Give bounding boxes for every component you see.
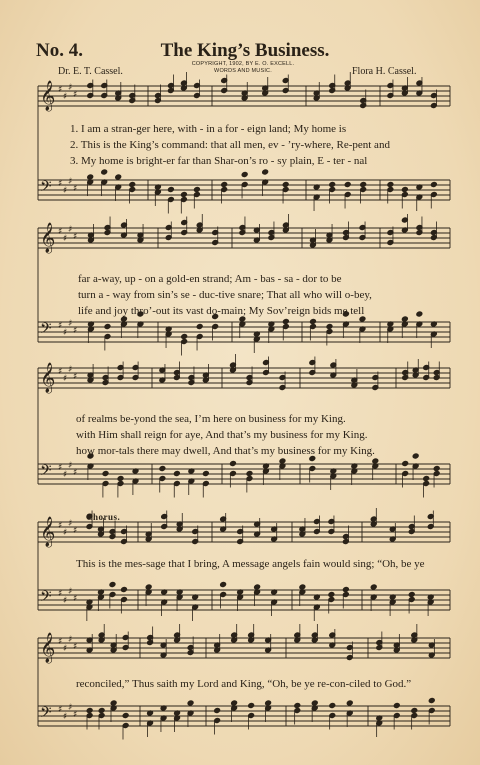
sharp-icon: ♯ (58, 637, 63, 647)
notehead-icon (328, 592, 335, 598)
notehead-icon (299, 584, 306, 590)
copyright-line: COPYRIGHT, 1902, BY E. O. EXCELL. (191, 61, 295, 67)
sharp-icon: ♯ (58, 227, 63, 237)
sharp-icon: ♯ (68, 225, 73, 235)
notehead-icon (311, 700, 318, 706)
notehead-icon (360, 182, 367, 188)
notehead-icon (423, 476, 430, 482)
notehead-icon (241, 172, 248, 178)
composer: Flora H. Cassel. (352, 66, 417, 77)
notehead-icon (402, 187, 409, 193)
notehead-icon (393, 703, 400, 709)
notehead-icon (145, 584, 152, 590)
notehead-icon (372, 458, 379, 464)
treble-clef-icon: 𝄞 (40, 81, 56, 111)
notehead-icon (214, 708, 221, 714)
verse-1-line-1: 1. I am a stran-ger here, with - in a for - eign land; My home is (70, 123, 347, 135)
chorus-line-2: reconciled,” Thus saith my Lord and King, “Oh, be ye re-con-ciled to God.” (76, 678, 412, 690)
bass-clef-icon: 𝄢 (40, 588, 52, 609)
sharp-icon: ♯ (58, 463, 63, 473)
verse-1-line-3: of realms be-yond the sea, I’m here on business for my King. (76, 413, 346, 425)
notehead-icon (159, 466, 166, 472)
sharp-icon: ♯ (63, 234, 68, 244)
notehead-icon (283, 319, 290, 325)
sharp-icon: ♯ (68, 703, 73, 713)
notehead-icon (428, 698, 435, 704)
bass-clef-icon: 𝄢 (40, 178, 52, 199)
verse-3-line-2: life and joy thro’-out its vast do-main; My Sov’reign bids me tell (78, 305, 365, 317)
sharp-icon: ♯ (58, 85, 63, 95)
notehead-icon (279, 458, 286, 464)
sharp-icon: ♯ (68, 635, 73, 645)
chorus-line-1: This is the mes-sage that I bring, A message angels fain would sing; “Oh, be ye (76, 558, 425, 570)
treble-clef-icon: 𝄞 (40, 363, 56, 393)
sharp-icon: ♯ (68, 519, 73, 529)
sharp-icon: ♯ (58, 705, 63, 715)
sharp-icon: ♯ (63, 92, 68, 102)
notehead-icon (408, 592, 415, 598)
notehead-icon (343, 587, 350, 593)
sharp-icon: ♯ (63, 374, 68, 384)
notehead-icon (344, 182, 351, 188)
sharp-icon: ♯ (63, 596, 68, 606)
notehead-icon (117, 476, 124, 482)
sharp-icon: ♯ (58, 521, 63, 531)
notehead-icon (181, 192, 188, 198)
notehead-icon (129, 182, 136, 188)
notehead-icon (231, 700, 238, 706)
treble-clef-icon: 𝄞 (40, 633, 56, 663)
lyricist: Dr. E. T. Cassel. (58, 66, 123, 77)
hymn-number: No. 4. (36, 40, 83, 61)
hymn-title: The King’s Business. (160, 40, 330, 61)
sharp-icon: ♯ (73, 468, 78, 478)
sharp-icon: ♯ (63, 186, 68, 196)
notehead-icon (431, 182, 438, 188)
sharp-icon: ♯ (63, 712, 68, 722)
notehead-icon (102, 471, 109, 477)
notehead-icon (402, 461, 409, 467)
notehead-icon (168, 187, 175, 193)
notehead-icon (265, 700, 272, 706)
chorus-label: Chorus. (86, 512, 121, 522)
notehead-icon (254, 584, 261, 590)
sharp-icon: ♯ (58, 179, 63, 189)
sharp-icon: ♯ (73, 372, 78, 382)
notehead-icon (310, 319, 317, 325)
notehead-icon (86, 708, 93, 714)
sharp-icon: ♯ (68, 587, 73, 597)
notehead-icon (101, 169, 108, 175)
notehead-icon (109, 582, 116, 588)
bass-clef-icon: 𝄢 (40, 462, 52, 483)
notehead-icon (329, 182, 336, 188)
notehead-icon (115, 174, 122, 180)
verse-2-line-3: with Him shall reign for aye, And that’s my business for my King. (76, 429, 368, 441)
notehead-icon (110, 700, 117, 706)
notehead-icon (370, 584, 377, 590)
sharp-icon: ♯ (63, 328, 68, 338)
treble-clef-icon: 𝄞 (40, 517, 56, 547)
sharp-icon: ♯ (73, 710, 78, 720)
sharp-icon: ♯ (73, 90, 78, 100)
notehead-icon (387, 182, 394, 188)
sharp-icon: ♯ (73, 326, 78, 336)
notehead-icon (411, 708, 418, 714)
notehead-icon (326, 324, 333, 330)
treble-clef-icon: 𝄞 (40, 223, 56, 253)
notehead-icon (416, 311, 423, 317)
bass-clef-icon: 𝄢 (40, 704, 52, 725)
copyright-line: WORDS AND MUSIC. (214, 68, 272, 74)
sharp-icon: ♯ (63, 528, 68, 538)
notehead-icon (246, 471, 253, 477)
notehead-icon (122, 713, 129, 719)
sharp-icon: ♯ (73, 526, 78, 536)
notehead-icon (433, 466, 440, 472)
verse-3-line-1: 3. My home is bright-er far than Shar-on’s ro - sy plain, E - ter - nal (70, 155, 368, 167)
notehead-icon (402, 316, 409, 322)
sharp-icon: ♯ (73, 232, 78, 242)
sharp-icon: ♯ (68, 365, 73, 375)
verse-1-line-2: far a-way, up - on a gold-en strand; Am - bas - sa - dor to be (78, 273, 342, 285)
notehead-icon (220, 582, 227, 588)
sharp-icon: ♯ (63, 644, 68, 654)
sharp-icon: ♯ (68, 83, 73, 93)
sharp-icon: ♯ (58, 589, 63, 599)
verse-2-line-1: 2. This is the King’s command: that all men, ev - ’ry-where, Re-pent and (70, 139, 390, 151)
sharp-icon: ♯ (73, 184, 78, 194)
notehead-icon (174, 471, 181, 477)
sharp-icon: ♯ (58, 367, 63, 377)
notehead-icon (181, 334, 188, 340)
sharp-icon: ♯ (58, 321, 63, 331)
notehead-icon (412, 453, 419, 459)
notehead-icon (294, 703, 301, 709)
notehead-icon (194, 187, 201, 193)
notehead-icon (346, 700, 353, 706)
notehead-icon (262, 169, 269, 175)
notehead-icon (98, 708, 105, 714)
notehead-icon (87, 174, 94, 180)
notehead-icon (121, 587, 128, 593)
sharp-icon: ♯ (63, 470, 68, 480)
notehead-icon (203, 471, 210, 477)
sharp-icon: ♯ (68, 177, 73, 187)
verse-2-line-2: turn a - way from sin’s se - duc-tive snare; That all who will o-bey, (78, 289, 372, 301)
sharp-icon: ♯ (68, 461, 73, 471)
notehead-icon (230, 461, 237, 467)
notehead-icon (282, 182, 289, 188)
bass-clef-icon: 𝄢 (40, 320, 52, 341)
notehead-icon (196, 324, 203, 330)
notehead-icon (104, 324, 111, 330)
verse-3-line-3: how mor-tals there may dwell, And that’s my business for my King. (76, 445, 375, 457)
notehead-icon (329, 703, 336, 709)
notehead-icon (248, 703, 255, 709)
music-notes (40, 72, 440, 740)
sharp-icon: ♯ (73, 594, 78, 604)
notehead-icon (221, 182, 228, 188)
sharp-icon: ♯ (68, 319, 73, 329)
notehead-icon (187, 700, 194, 706)
sharp-icon: ♯ (73, 642, 78, 652)
